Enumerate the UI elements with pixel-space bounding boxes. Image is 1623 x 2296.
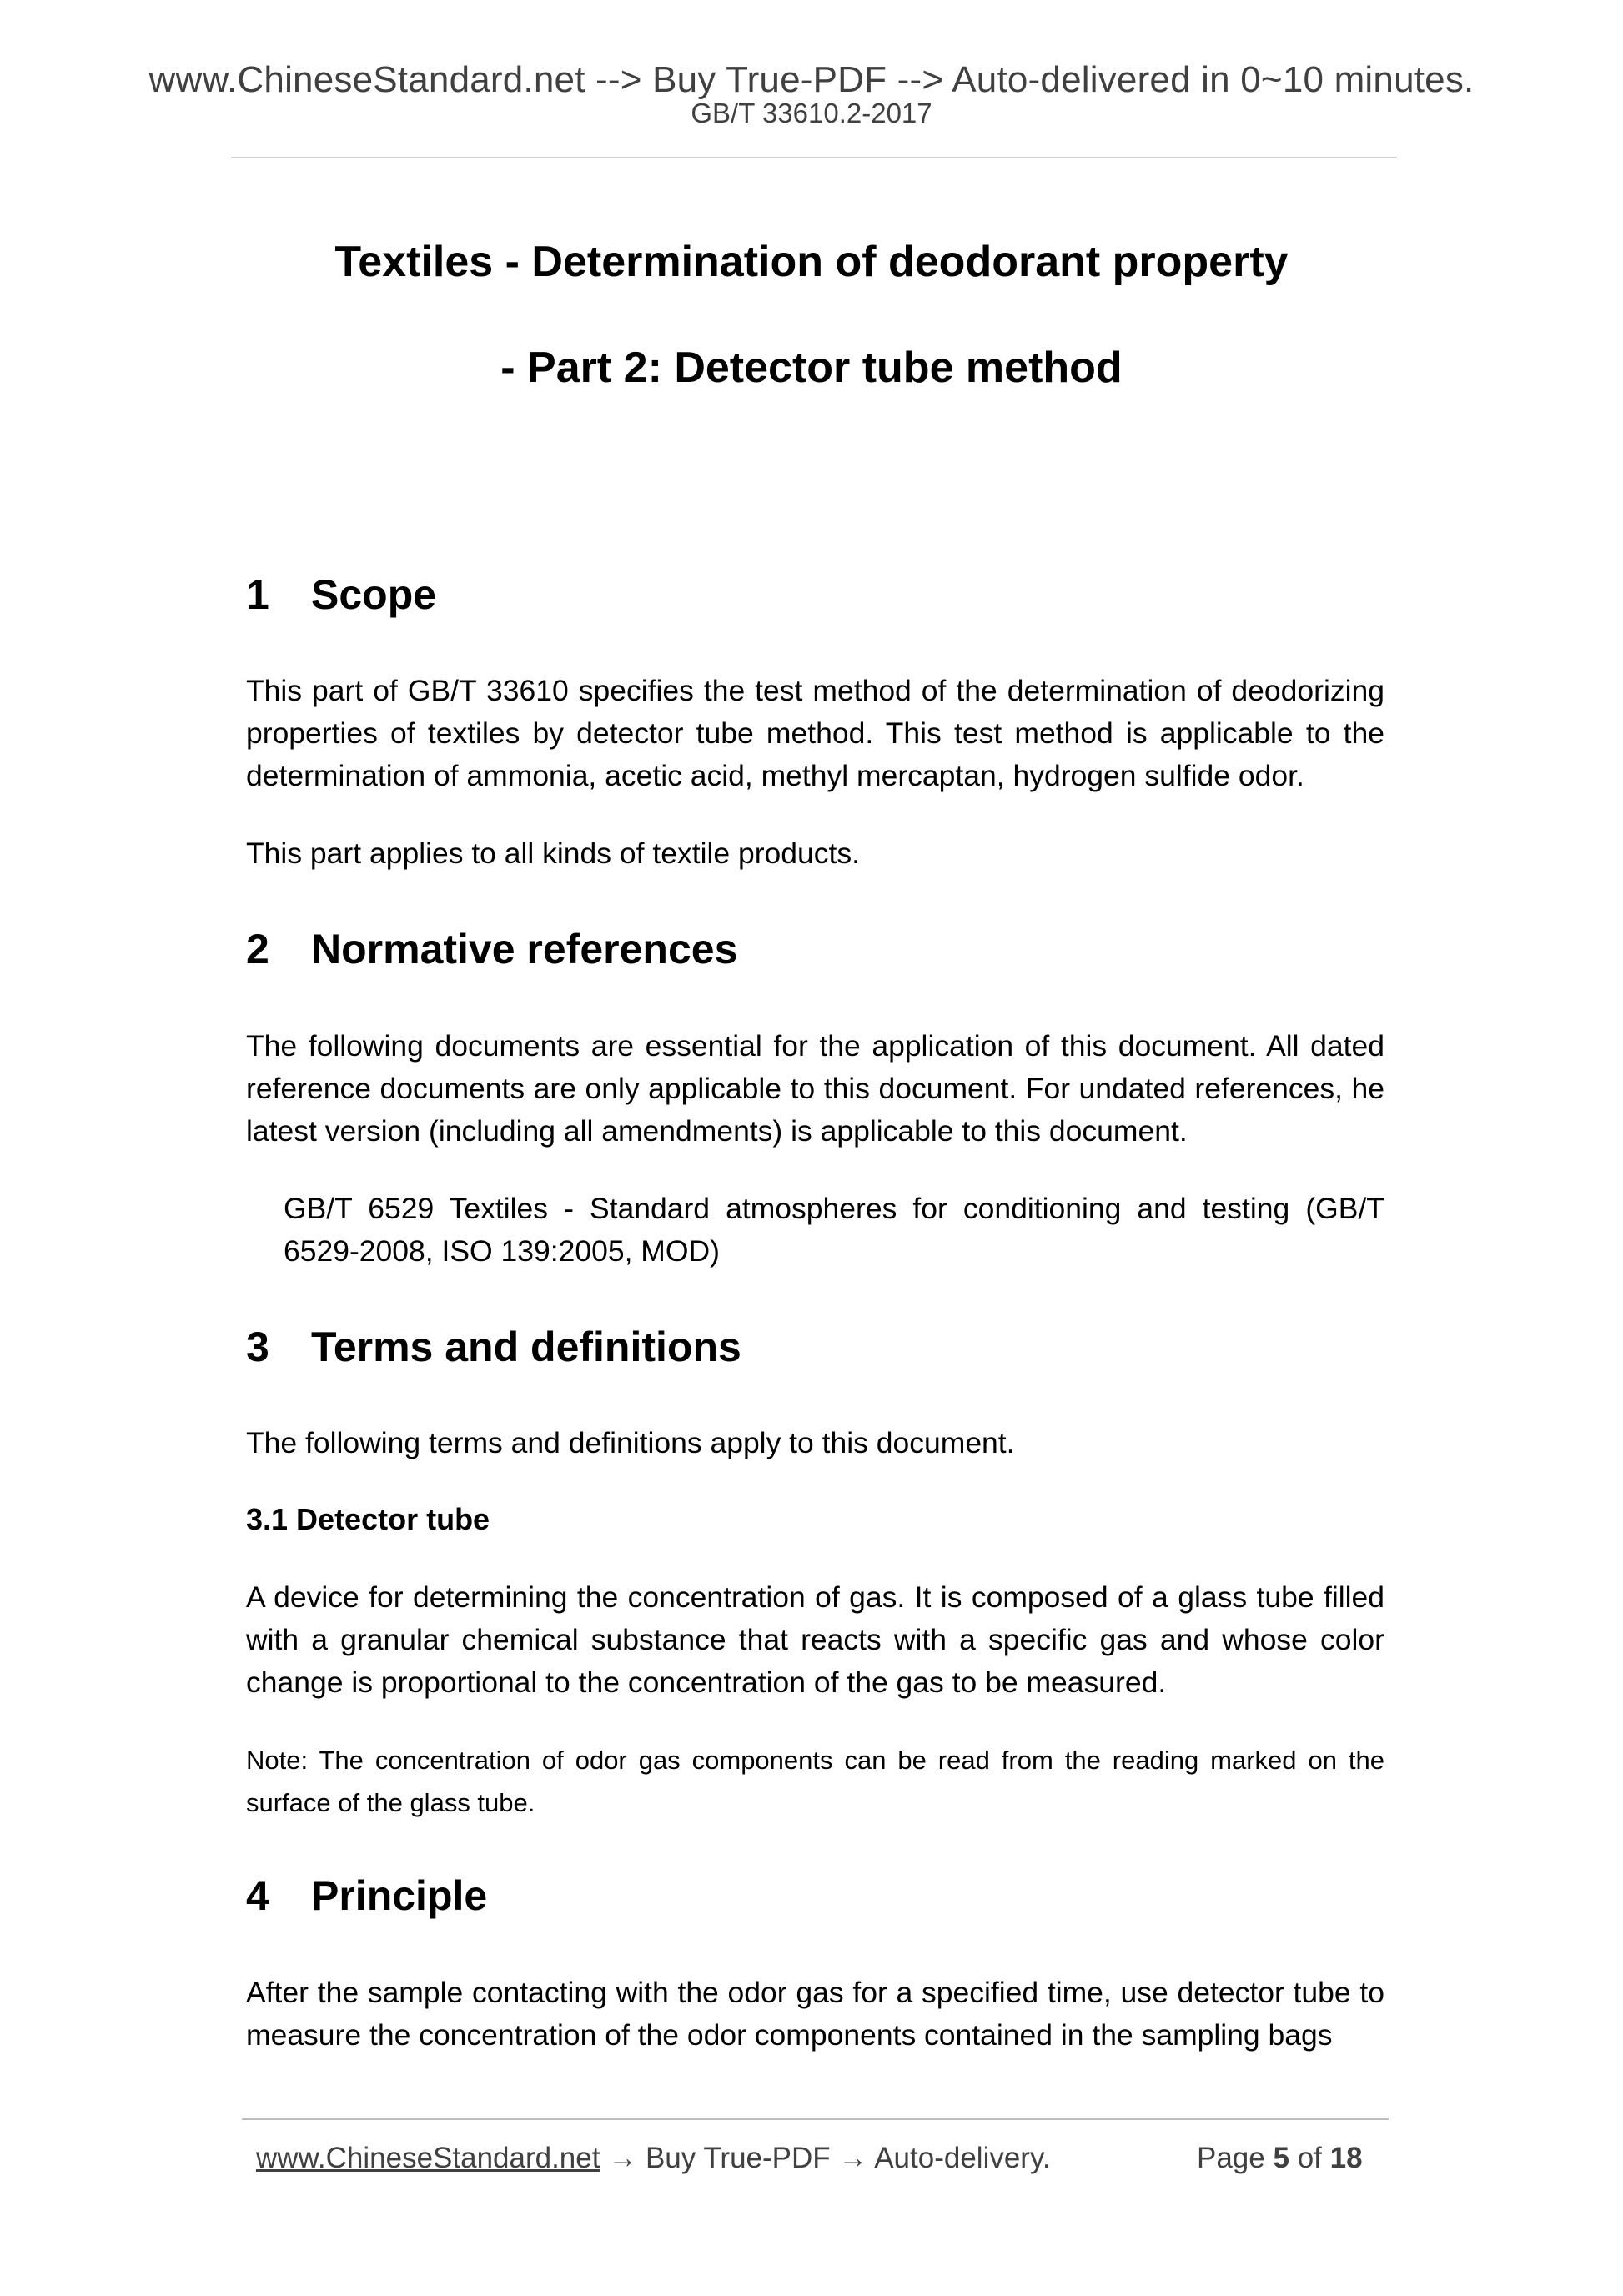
subsection-heading-detector-tube: 3.1 Detector tube bbox=[246, 1502, 490, 1536]
footer-left bbox=[256, 2142, 1051, 2175]
detector-tube-note: Note: The concentration of odor gas components can be read from the reading marked on the surface of the glass tube. bbox=[246, 1746, 1384, 1817]
section-number: 3 bbox=[246, 1324, 269, 1370]
header-divider bbox=[231, 157, 1397, 158]
section-heading-normative-references bbox=[246, 924, 737, 974]
page-current: 5 bbox=[1273, 2142, 1289, 2174]
terms-paragraph-1: The following terms and definitions apply to this document. bbox=[246, 1426, 1015, 1459]
footer-site-link[interactable]: www.ChineseStandard.net bbox=[256, 2142, 600, 2174]
scope-paragraph-1: This part of GB/T 33610 specifies the test method of the determination of deodorizing properties of textiles by detector tube method. This test method is applicable to the determination of ammonia, acetic acid, methyl mercaptan, hydrogen sulfide odor. bbox=[246, 674, 1384, 792]
section-title: Terms and definitions bbox=[311, 1324, 741, 1370]
footer-buy-text: Buy True-PDF bbox=[645, 2142, 831, 2174]
section-title: Normative references bbox=[311, 926, 738, 972]
section-heading-principle bbox=[246, 1871, 487, 1921]
page-of: of bbox=[1297, 2142, 1322, 2174]
principle-paragraph-1: After the sample contacting with the odor gas for a specified time, use detector tube to measure the concentration of the odor components contained in the sampling bags bbox=[246, 1976, 1384, 2052]
arrow-right-icon: → bbox=[838, 2142, 868, 2174]
document-title-line1: Textiles - Determination of deodorant property bbox=[334, 238, 1289, 286]
section-number: 2 bbox=[246, 926, 269, 972]
header-banner: www.ChineseStandard.net --> Buy True-PDF --> Auto-delivered in 0~10 minutes. bbox=[148, 59, 1475, 100]
normative-paragraph-1: The following documents are essential for the application of this document. All dated reference documents are only applicable to this document. For undated references, he latest version (including all amendments) is applicable to this document. bbox=[246, 1029, 1384, 1148]
page-number bbox=[1197, 2142, 1363, 2175]
document-title-line2: - Part 2: Detector tube method bbox=[500, 344, 1123, 392]
section-title: Scope bbox=[311, 571, 437, 618]
section-number: 1 bbox=[246, 571, 269, 618]
scope-paragraph-2: This part applies to all kinds of textile products. bbox=[246, 837, 861, 870]
arrow-right-icon: → bbox=[608, 2142, 638, 2174]
section-title: Principle bbox=[311, 1872, 488, 1919]
normative-reference-item: GB/T 6529 Textiles - Standard atmospheres for conditioning and testing (GB/T 6529-2008, ISO 139:2005, MOD) bbox=[284, 1192, 1384, 1268]
section-heading-scope bbox=[246, 570, 436, 620]
page-label: Page bbox=[1197, 2142, 1265, 2174]
section-heading-terms-definitions bbox=[246, 1322, 741, 1372]
detector-tube-definition: A device for determining the concentration of gas. It is composed of a glass tube filled with a granular chemical substance that reacts with a specific gas and whose color change is proportional to the concentration of the gas to be measured. bbox=[246, 1580, 1384, 1699]
header-standard-code: GB/T 33610.2-2017 bbox=[691, 98, 932, 128]
section-number: 4 bbox=[246, 1872, 269, 1919]
footer-divider bbox=[242, 2118, 1389, 2120]
page-total: 18 bbox=[1329, 2142, 1363, 2174]
footer-delivery-text: Auto-delivery. bbox=[874, 2142, 1051, 2174]
